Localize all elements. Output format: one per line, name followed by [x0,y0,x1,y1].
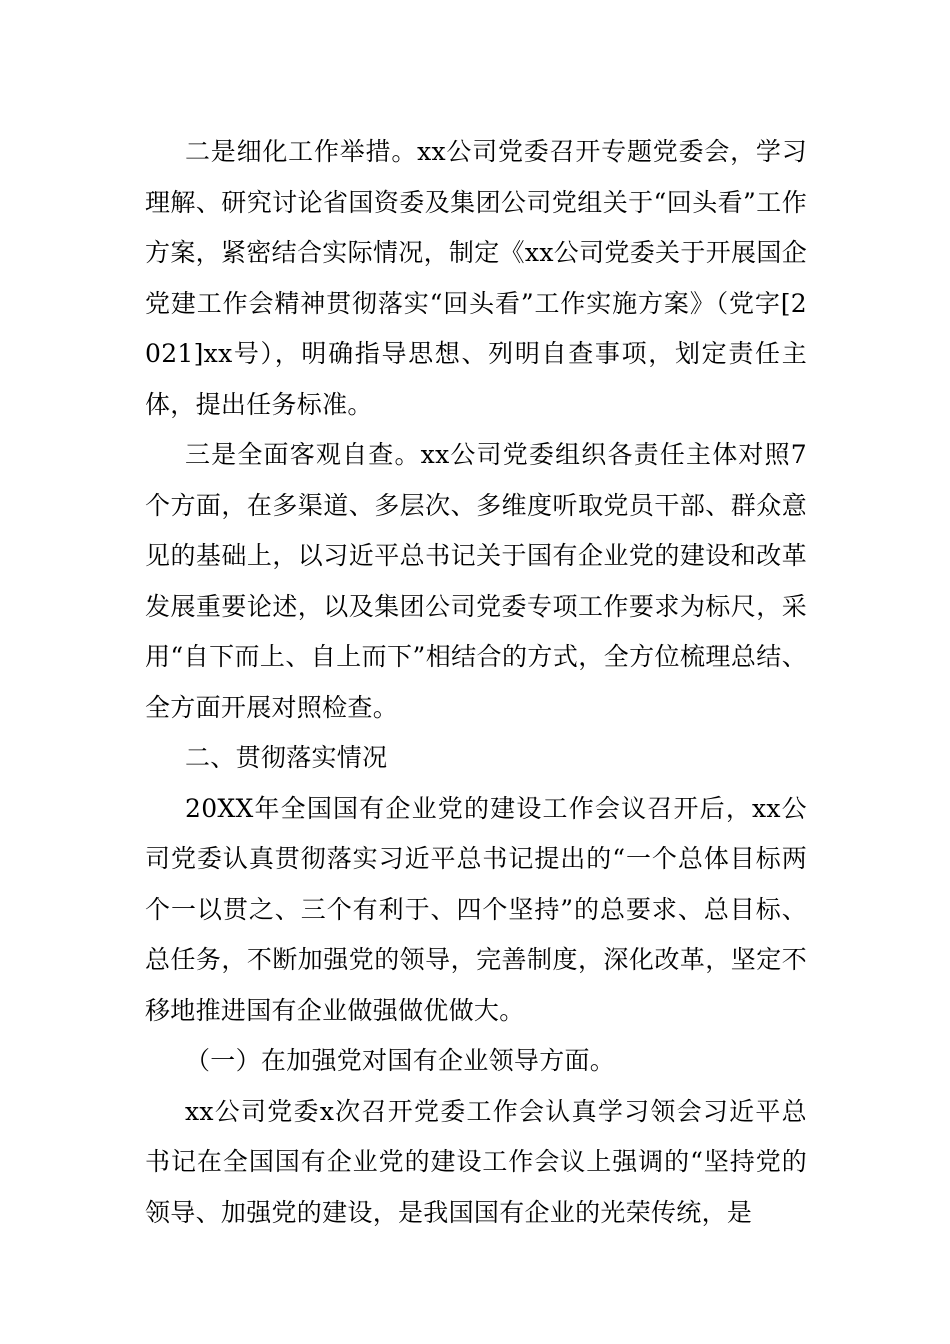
paragraph-implementation-overview: 20XX年全国国有企业党的建设工作会议召开后，xx公司党委认真贯彻落实习近平总书记提出的“一个总体目标两个一以贯之、三个有利于、四个坚持”的总要求、总目标、总任务，不断加强党的领导，完善制度，深化改革，坚定不移地推进国有企业做强做优做大。 [145,793,807,1025]
paragraph-refine-measures: 二是细化工作举措。xx公司党委召开专题党委会，学习理解、研究讨论省国资委及集团公司党组关于“回头看”工作方案，紧密结合实际情况，制定《xx公司党委关于开展国企党建工作会精神贯彻落实“回头看”工作实施方案》（党字[2021]xx号），明确指导思想、列明自查事项，划定责任主体，提出任务标准。 [145,137,807,419]
section-heading-implementation: 二、贯彻落实情况 [185,743,388,772]
document-body [145,127,807,1238]
subsection-heading-party-leadership: （一）在加强党对国有企业领导方面。 [185,1046,616,1075]
paragraph-self-inspection: 三是全面客观自查。xx公司党委组织各责任主体对照7个方面，在多渠道、多层次、多维度听取党员干部、群众意见的基础上，以习近平总书记关于国有企业党的建设和改革发展重要论述，以及集团公司党委专项工作要求为标尺，采用“自下而上、自上而下”相结合的方式，全方位梳理总结、全方面开展对照检查。 [145,440,807,722]
paragraph-party-leadership: xx公司党委x次召开党委工作会认真学习领会习近平总书记在全国国有企业党的建设工作会议上强调的“坚持党的领导、加强党的建设，是我国国有企业的光荣传统，是 [145,1096,807,1227]
